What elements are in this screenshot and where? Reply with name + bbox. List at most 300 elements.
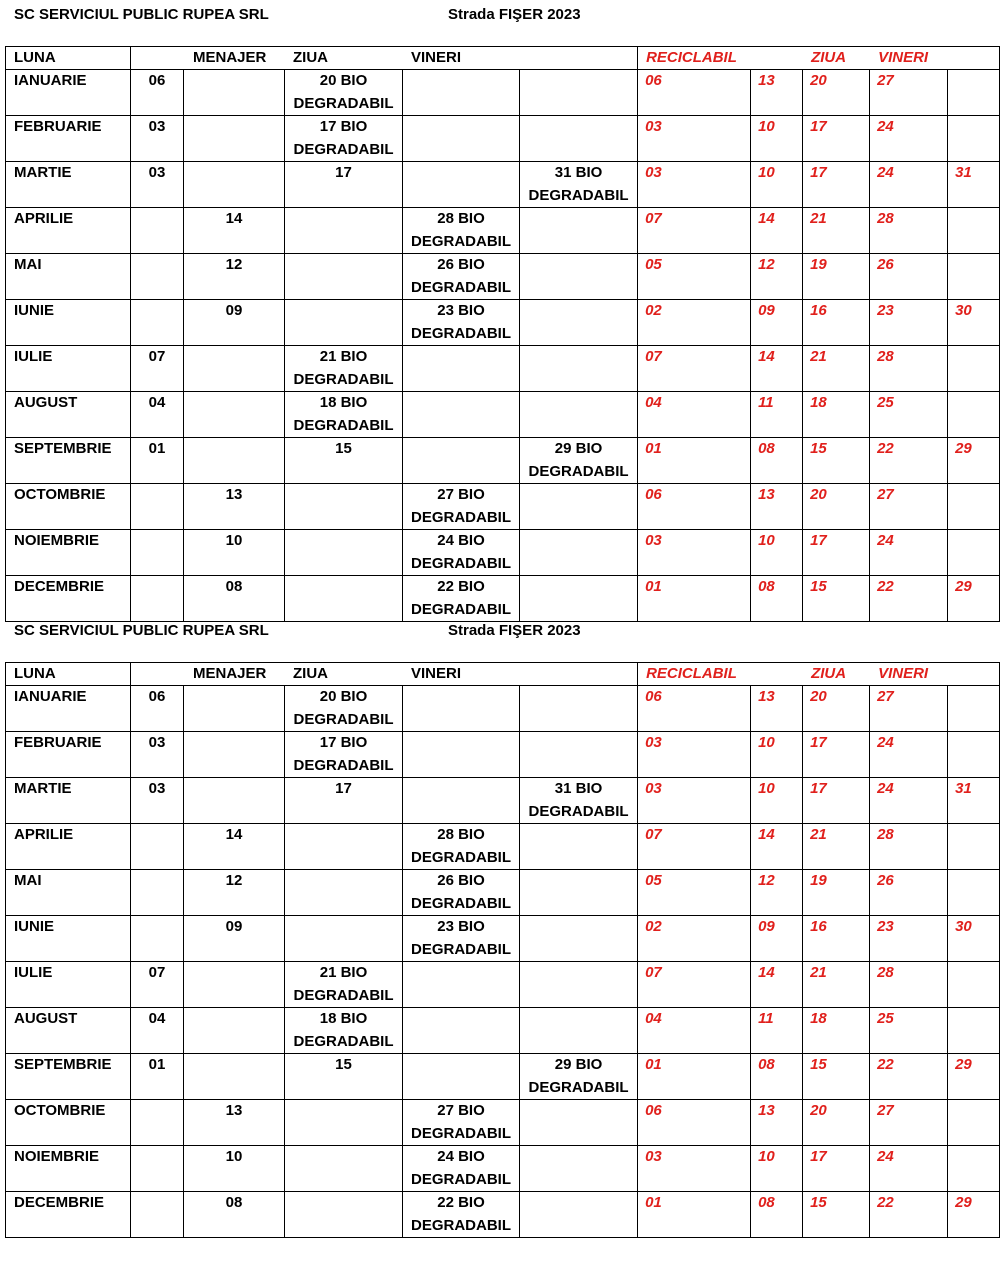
schedule-cell: 21 BIO DEGRADABIL bbox=[285, 962, 403, 1008]
recycle-day-cell: 17 bbox=[803, 116, 870, 162]
recycle-day-cell: 01 bbox=[638, 1192, 751, 1238]
schedule-cell: 10 bbox=[184, 1146, 285, 1192]
schedule-cell bbox=[285, 208, 403, 254]
schedule-cell: 22 BIO DEGRADABIL bbox=[403, 576, 520, 622]
schedule-cell bbox=[520, 686, 638, 732]
month-cell: IULIE bbox=[6, 962, 131, 1008]
recycle-day-cell: 10 bbox=[751, 778, 803, 824]
recycle-day-cell: 26 bbox=[870, 870, 948, 916]
schedule-cell: 26 BIO DEGRADABIL bbox=[403, 254, 520, 300]
schedule-cell bbox=[285, 576, 403, 622]
schedule-cell: 12 bbox=[184, 254, 285, 300]
schedule-cell bbox=[520, 576, 638, 622]
schedule-cell: 07 bbox=[131, 346, 184, 392]
recycle-day-cell: 03 bbox=[638, 530, 751, 576]
schedule-cell: 13 bbox=[184, 1100, 285, 1146]
recycle-day-cell: 24 bbox=[870, 162, 948, 208]
table-row bbox=[6, 438, 1000, 484]
column-header-vineri-red: VINERI bbox=[878, 49, 929, 66]
schedule-cell: 21 BIO DEGRADABIL bbox=[285, 346, 403, 392]
recycle-day-cell: 15 bbox=[803, 438, 870, 484]
month-cell: MARTIE bbox=[6, 778, 131, 824]
month-cell: FEBRUARIE bbox=[6, 732, 131, 778]
schedule-cell: 03 bbox=[131, 116, 184, 162]
schedule-cell: 04 bbox=[131, 392, 184, 438]
recycle-day-cell: 01 bbox=[638, 1054, 751, 1100]
schedule-cell: 29 BIO DEGRADABIL bbox=[520, 438, 638, 484]
schedule-cell bbox=[184, 778, 285, 824]
schedule-cell: 17 BIO DEGRADABIL bbox=[285, 116, 403, 162]
recycle-day-cell: 02 bbox=[638, 300, 751, 346]
schedule-cell bbox=[131, 300, 184, 346]
schedule-cell: 15 bbox=[285, 438, 403, 484]
recycle-day-cell bbox=[948, 870, 1000, 916]
table-row bbox=[6, 346, 1000, 392]
schedule-cell bbox=[520, 300, 638, 346]
column-header-menajer: MENAJER bbox=[193, 49, 267, 66]
recycle-day-cell: 11 bbox=[751, 392, 803, 438]
recycle-day-cell: 07 bbox=[638, 208, 751, 254]
recycle-day-cell: 13 bbox=[751, 70, 803, 116]
recycle-day-cell: 13 bbox=[751, 1100, 803, 1146]
column-header-group bbox=[131, 47, 638, 70]
recycle-day-cell: 14 bbox=[751, 208, 803, 254]
schedule-cell: 23 BIO DEGRADABIL bbox=[403, 916, 520, 962]
recycle-day-cell: 18 bbox=[803, 1008, 870, 1054]
table-row bbox=[6, 1054, 1000, 1100]
recycle-day-cell: 19 bbox=[803, 870, 870, 916]
table-row bbox=[6, 1192, 1000, 1238]
month-cell: IANUARIE bbox=[6, 70, 131, 116]
schedule-cell bbox=[131, 208, 184, 254]
recycle-day-cell bbox=[948, 824, 1000, 870]
recycle-day-cell bbox=[948, 530, 1000, 576]
table-row bbox=[6, 1008, 1000, 1054]
column-header-menajer: MENAJER bbox=[193, 665, 267, 682]
recycle-day-cell: 10 bbox=[751, 116, 803, 162]
schedule-cell bbox=[131, 576, 184, 622]
column-header-ziua-red: ZIUA bbox=[811, 665, 847, 682]
schedule-cell bbox=[520, 824, 638, 870]
recycle-day-cell: 22 bbox=[870, 1054, 948, 1100]
table-row bbox=[6, 116, 1000, 162]
table-row bbox=[6, 824, 1000, 870]
recycle-day-cell: 23 bbox=[870, 916, 948, 962]
schedule-cell bbox=[520, 1100, 638, 1146]
month-cell: OCTOMBRIE bbox=[6, 484, 131, 530]
schedule-cell bbox=[131, 1100, 184, 1146]
schedule-cell: 06 bbox=[131, 70, 184, 116]
recycle-day-cell: 05 bbox=[638, 870, 751, 916]
recycle-day-cell bbox=[948, 70, 1000, 116]
recycle-day-cell: 19 bbox=[803, 254, 870, 300]
schedule-cell: 10 bbox=[184, 530, 285, 576]
recycle-day-cell: 24 bbox=[870, 1146, 948, 1192]
recycle-day-cell: 16 bbox=[803, 300, 870, 346]
recycle-day-cell: 28 bbox=[870, 824, 948, 870]
column-header-vineri-red: VINERI bbox=[878, 665, 929, 682]
schedule-cell: 20 BIO DEGRADABIL bbox=[285, 686, 403, 732]
schedule-cell bbox=[520, 732, 638, 778]
schedule-cell bbox=[403, 1008, 520, 1054]
recycle-day-cell: 06 bbox=[638, 1100, 751, 1146]
schedule-cell: 18 BIO DEGRADABIL bbox=[285, 1008, 403, 1054]
schedule-cell bbox=[285, 484, 403, 530]
month-cell: IUNIE bbox=[6, 916, 131, 962]
schedule-cell bbox=[520, 254, 638, 300]
schedule-cell bbox=[285, 1192, 403, 1238]
schedule-cell bbox=[131, 484, 184, 530]
schedule-cell bbox=[184, 162, 285, 208]
schedule-cell bbox=[403, 962, 520, 1008]
schedule-cell: 09 bbox=[184, 300, 285, 346]
schedule-block bbox=[0, 0, 1000, 616]
schedule-cell bbox=[403, 162, 520, 208]
table-row bbox=[6, 1100, 1000, 1146]
recycle-day-cell: 02 bbox=[638, 916, 751, 962]
table-row bbox=[6, 300, 1000, 346]
schedule-cell: 29 BIO DEGRADABIL bbox=[520, 1054, 638, 1100]
schedule-cell: 14 bbox=[184, 824, 285, 870]
schedule-cell bbox=[184, 438, 285, 484]
recycle-day-cell: 22 bbox=[870, 438, 948, 484]
schedule-cell bbox=[403, 1054, 520, 1100]
schedule-cell bbox=[520, 962, 638, 1008]
month-cell: SEPTEMBRIE bbox=[6, 438, 131, 484]
recycle-day-cell bbox=[948, 392, 1000, 438]
month-cell: NOIEMBRIE bbox=[6, 1146, 131, 1192]
recycle-day-cell: 21 bbox=[803, 208, 870, 254]
schedule-cell bbox=[403, 392, 520, 438]
recycle-day-cell: 08 bbox=[751, 1054, 803, 1100]
table-row bbox=[6, 162, 1000, 208]
column-header-ziua-red: ZIUA bbox=[811, 49, 847, 66]
schedule-cell: 26 BIO DEGRADABIL bbox=[403, 870, 520, 916]
recycle-day-cell: 14 bbox=[751, 962, 803, 1008]
table-row bbox=[6, 916, 1000, 962]
recycle-day-cell: 04 bbox=[638, 392, 751, 438]
recycle-day-cell: 27 bbox=[870, 1100, 948, 1146]
recycle-day-cell: 12 bbox=[751, 254, 803, 300]
schedule-cell bbox=[520, 346, 638, 392]
month-cell: MAI bbox=[6, 254, 131, 300]
column-header-luna: LUNA bbox=[6, 47, 131, 70]
recycle-day-cell: 29 bbox=[948, 438, 1000, 484]
schedule-cell bbox=[131, 824, 184, 870]
schedule-cell bbox=[520, 1008, 638, 1054]
recycle-day-cell: 08 bbox=[751, 576, 803, 622]
month-cell: IANUARIE bbox=[6, 686, 131, 732]
table-row bbox=[6, 254, 1000, 300]
schedule-cell: 09 bbox=[184, 916, 285, 962]
recycle-day-cell: 28 bbox=[870, 346, 948, 392]
table-row bbox=[6, 1146, 1000, 1192]
schedule-cell bbox=[520, 916, 638, 962]
recycle-day-cell: 06 bbox=[638, 70, 751, 116]
schedule-cell bbox=[403, 686, 520, 732]
recycle-day-cell: 20 bbox=[803, 70, 870, 116]
schedule-cell bbox=[520, 1192, 638, 1238]
recycle-day-cell: 25 bbox=[870, 392, 948, 438]
recycle-day-cell: 17 bbox=[803, 778, 870, 824]
schedule-cell bbox=[131, 1192, 184, 1238]
schedule-table bbox=[5, 662, 1000, 1238]
schedule-cell bbox=[184, 392, 285, 438]
recycle-day-cell: 20 bbox=[803, 1100, 870, 1146]
recycle-day-cell: 29 bbox=[948, 1192, 1000, 1238]
schedule-cell: 18 BIO DEGRADABIL bbox=[285, 392, 403, 438]
recycle-day-cell: 21 bbox=[803, 962, 870, 1008]
schedule-cell: 12 bbox=[184, 870, 285, 916]
schedule-cell bbox=[184, 1054, 285, 1100]
schedule-cell bbox=[285, 1100, 403, 1146]
recycle-day-cell bbox=[948, 254, 1000, 300]
recycle-day-cell: 06 bbox=[638, 484, 751, 530]
recycle-day-cell: 03 bbox=[638, 732, 751, 778]
recycle-day-cell: 27 bbox=[870, 686, 948, 732]
street-title: Strada FIŞER 2023 bbox=[448, 6, 581, 23]
schedule-cell bbox=[131, 254, 184, 300]
schedule-cell bbox=[184, 732, 285, 778]
schedule-cell: 31 BIO DEGRADABIL bbox=[520, 162, 638, 208]
recycle-day-cell: 15 bbox=[803, 1054, 870, 1100]
recycle-day-cell: 03 bbox=[638, 1146, 751, 1192]
column-header-reciclabil: RECICLABIL bbox=[646, 665, 737, 682]
recycle-day-cell bbox=[948, 1146, 1000, 1192]
table-row bbox=[6, 576, 1000, 622]
recycle-day-cell: 24 bbox=[870, 530, 948, 576]
schedule-cell bbox=[285, 530, 403, 576]
month-cell: IULIE bbox=[6, 346, 131, 392]
schedule-table bbox=[5, 46, 1000, 622]
schedule-cell bbox=[520, 70, 638, 116]
recycle-day-cell: 08 bbox=[751, 1192, 803, 1238]
recycle-day-cell: 12 bbox=[751, 870, 803, 916]
recycle-day-cell bbox=[948, 208, 1000, 254]
table-row bbox=[6, 962, 1000, 1008]
recycle-day-cell: 11 bbox=[751, 1008, 803, 1054]
schedule-cell: 15 bbox=[285, 1054, 403, 1100]
recycle-day-cell: 20 bbox=[803, 686, 870, 732]
recycle-day-cell bbox=[948, 116, 1000, 162]
header-row bbox=[6, 663, 1000, 686]
schedule-cell: 17 bbox=[285, 778, 403, 824]
recycle-day-cell: 14 bbox=[751, 346, 803, 392]
schedule-cell bbox=[184, 962, 285, 1008]
schedule-cell bbox=[285, 916, 403, 962]
column-header-vineri: VINERI bbox=[411, 665, 462, 682]
recycle-day-cell bbox=[948, 732, 1000, 778]
schedule-cell bbox=[184, 116, 285, 162]
schedule-cell: 13 bbox=[184, 484, 285, 530]
schedule-cell: 06 bbox=[131, 686, 184, 732]
recycle-day-cell: 15 bbox=[803, 1192, 870, 1238]
month-cell: AUGUST bbox=[6, 1008, 131, 1054]
month-cell: MARTIE bbox=[6, 162, 131, 208]
month-cell: APRILIE bbox=[6, 824, 131, 870]
schedule-cell bbox=[285, 254, 403, 300]
recycle-day-cell: 07 bbox=[638, 346, 751, 392]
schedule-cell bbox=[184, 346, 285, 392]
recycle-day-cell: 24 bbox=[870, 732, 948, 778]
recycle-day-cell: 03 bbox=[638, 778, 751, 824]
recycle-day-cell: 21 bbox=[803, 824, 870, 870]
schedule-cell: 17 bbox=[285, 162, 403, 208]
recycle-day-cell: 22 bbox=[870, 1192, 948, 1238]
recycle-day-cell: 16 bbox=[803, 916, 870, 962]
recycle-day-cell: 24 bbox=[870, 778, 948, 824]
table-row bbox=[6, 686, 1000, 732]
company-name: SC SERVICIUL PUBLIC RUPEA SRL bbox=[14, 622, 269, 639]
schedule-cell: 17 BIO DEGRADABIL bbox=[285, 732, 403, 778]
schedule-cell bbox=[184, 1008, 285, 1054]
recycle-day-cell: 29 bbox=[948, 1054, 1000, 1100]
column-header-reciclabil: RECICLABIL bbox=[646, 49, 737, 66]
schedule-cell bbox=[520, 1146, 638, 1192]
month-cell: AUGUST bbox=[6, 392, 131, 438]
recycle-day-cell: 03 bbox=[638, 116, 751, 162]
recycle-day-cell: 25 bbox=[870, 1008, 948, 1054]
schedule-cell bbox=[184, 686, 285, 732]
schedule-cell: 03 bbox=[131, 732, 184, 778]
schedule-cell bbox=[520, 116, 638, 162]
schedule-cell: 20 BIO DEGRADABIL bbox=[285, 70, 403, 116]
month-cell: DECEMBRIE bbox=[6, 576, 131, 622]
recycle-day-cell: 09 bbox=[751, 300, 803, 346]
recycle-day-cell: 28 bbox=[870, 208, 948, 254]
month-cell: NOIEMBRIE bbox=[6, 530, 131, 576]
table-row bbox=[6, 70, 1000, 116]
schedule-cell: 27 BIO DEGRADABIL bbox=[403, 1100, 520, 1146]
recycle-day-cell bbox=[948, 1100, 1000, 1146]
month-cell: OCTOMBRIE bbox=[6, 1100, 131, 1146]
recycle-day-cell: 15 bbox=[803, 576, 870, 622]
schedule-cell: 04 bbox=[131, 1008, 184, 1054]
recycle-day-cell: 30 bbox=[948, 300, 1000, 346]
schedule-cell bbox=[403, 732, 520, 778]
schedule-cell: 24 BIO DEGRADABIL bbox=[403, 530, 520, 576]
recycle-day-cell: 03 bbox=[638, 162, 751, 208]
recycle-day-cell: 17 bbox=[803, 1146, 870, 1192]
schedule-cell bbox=[285, 300, 403, 346]
column-header-ziua: ZIUA bbox=[293, 49, 328, 66]
recycle-day-cell: 09 bbox=[751, 916, 803, 962]
recycle-day-cell: 23 bbox=[870, 300, 948, 346]
schedule-cell bbox=[285, 870, 403, 916]
schedule-cell: 08 bbox=[184, 576, 285, 622]
schedule-cell: 08 bbox=[184, 1192, 285, 1238]
recycle-day-cell: 01 bbox=[638, 438, 751, 484]
month-cell: FEBRUARIE bbox=[6, 116, 131, 162]
column-header-red-group bbox=[638, 663, 1000, 686]
schedule-cell bbox=[403, 346, 520, 392]
table-row bbox=[6, 732, 1000, 778]
recycle-day-cell: 07 bbox=[638, 962, 751, 1008]
month-cell: MAI bbox=[6, 870, 131, 916]
recycle-day-cell: 14 bbox=[751, 824, 803, 870]
recycle-day-cell: 10 bbox=[751, 162, 803, 208]
month-cell: DECEMBRIE bbox=[6, 1192, 131, 1238]
schedule-cell: 22 BIO DEGRADABIL bbox=[403, 1192, 520, 1238]
schedule-cell bbox=[520, 530, 638, 576]
recycle-day-cell bbox=[948, 962, 1000, 1008]
schedule-cell bbox=[285, 824, 403, 870]
recycle-day-cell: 10 bbox=[751, 530, 803, 576]
recycle-day-cell: 17 bbox=[803, 530, 870, 576]
month-cell: IUNIE bbox=[6, 300, 131, 346]
schedule-cell: 03 bbox=[131, 162, 184, 208]
schedule-cell bbox=[520, 870, 638, 916]
table-row bbox=[6, 484, 1000, 530]
column-header-red-group bbox=[638, 47, 1000, 70]
schedule-cell: 07 bbox=[131, 962, 184, 1008]
recycle-day-cell bbox=[948, 686, 1000, 732]
recycle-day-cell: 07 bbox=[638, 824, 751, 870]
schedule-cell bbox=[131, 530, 184, 576]
header-row bbox=[6, 47, 1000, 70]
recycle-day-cell: 22 bbox=[870, 576, 948, 622]
recycle-day-cell: 30 bbox=[948, 916, 1000, 962]
recycle-day-cell: 13 bbox=[751, 484, 803, 530]
recycle-day-cell: 20 bbox=[803, 484, 870, 530]
recycle-day-cell bbox=[948, 346, 1000, 392]
table-row bbox=[6, 530, 1000, 576]
recycle-day-cell: 27 bbox=[870, 70, 948, 116]
street-title: Strada FIŞER 2023 bbox=[448, 622, 581, 639]
recycle-day-cell: 08 bbox=[751, 438, 803, 484]
table-row bbox=[6, 870, 1000, 916]
recycle-day-cell: 13 bbox=[751, 686, 803, 732]
schedule-cell: 23 BIO DEGRADABIL bbox=[403, 300, 520, 346]
month-cell: APRILIE bbox=[6, 208, 131, 254]
schedule-cell bbox=[403, 116, 520, 162]
schedule-cell bbox=[403, 438, 520, 484]
column-header-luna: LUNA bbox=[6, 663, 131, 686]
column-header-ziua: ZIUA bbox=[293, 665, 328, 682]
schedule-cell bbox=[285, 1146, 403, 1192]
recycle-day-cell: 06 bbox=[638, 686, 751, 732]
recycle-day-cell: 05 bbox=[638, 254, 751, 300]
month-cell: SEPTEMBRIE bbox=[6, 1054, 131, 1100]
schedule-cell bbox=[131, 870, 184, 916]
recycle-day-cell: 04 bbox=[638, 1008, 751, 1054]
schedule-cell: 01 bbox=[131, 438, 184, 484]
schedule-block bbox=[0, 616, 1000, 1232]
recycle-day-cell bbox=[948, 1008, 1000, 1054]
schedule-cell bbox=[520, 484, 638, 530]
recycle-day-cell: 26 bbox=[870, 254, 948, 300]
schedule-cell: 27 BIO DEGRADABIL bbox=[403, 484, 520, 530]
schedule-cell: 28 BIO DEGRADABIL bbox=[403, 208, 520, 254]
schedule-cell: 03 bbox=[131, 778, 184, 824]
table-row bbox=[6, 778, 1000, 824]
schedule-cell bbox=[131, 916, 184, 962]
schedule-cell bbox=[184, 70, 285, 116]
column-header-vineri: VINERI bbox=[411, 49, 462, 66]
schedule-cell: 24 BIO DEGRADABIL bbox=[403, 1146, 520, 1192]
schedule-cell: 01 bbox=[131, 1054, 184, 1100]
recycle-day-cell: 27 bbox=[870, 484, 948, 530]
recycle-day-cell: 28 bbox=[870, 962, 948, 1008]
schedule-cell bbox=[403, 70, 520, 116]
recycle-day-cell: 24 bbox=[870, 116, 948, 162]
schedule-cell bbox=[131, 1146, 184, 1192]
recycle-day-cell: 18 bbox=[803, 392, 870, 438]
recycle-day-cell: 01 bbox=[638, 576, 751, 622]
schedule-cell: 14 bbox=[184, 208, 285, 254]
schedule-cell bbox=[403, 778, 520, 824]
company-name: SC SERVICIUL PUBLIC RUPEA SRL bbox=[14, 6, 269, 23]
